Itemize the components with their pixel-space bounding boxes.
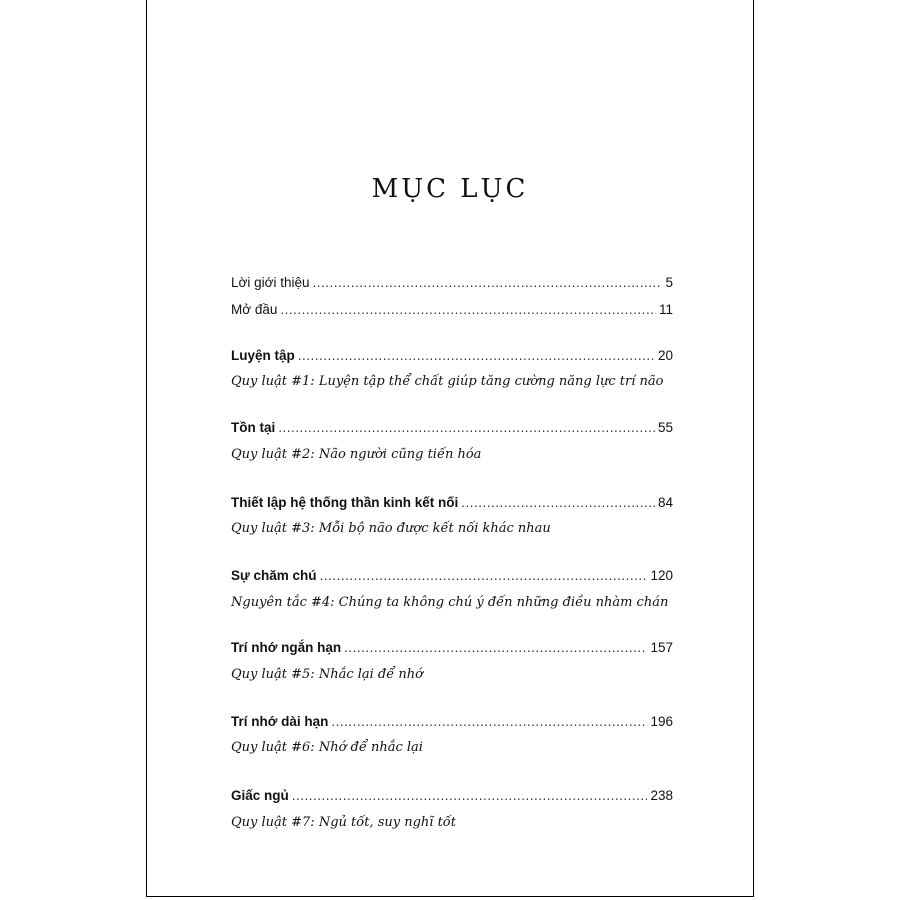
toc-page-number: 196: [650, 714, 673, 729]
book-page: [146, 0, 754, 897]
toc-chapter-label: Trí nhớ ngắn hạn: [231, 640, 342, 655]
toc-chapter: [231, 420, 673, 435]
toc-chapter-label: Sự chăm chú: [231, 568, 317, 583]
toc-chapter-subtitle: Quy luật #7: Ngủ tốt, suy nghĩ tốt: [231, 815, 456, 830]
dot-leader: [320, 568, 648, 583]
toc-chapter-subtitle: Quy luật #2: Não người cũng tiến hóa: [231, 447, 482, 462]
toc-chapter-subtitle: Quy luật #3: Mỗi bộ não được kết nối khác nhau: [231, 521, 551, 536]
dot-leader: [344, 640, 647, 655]
toc-page-number: 157: [650, 640, 673, 655]
toc-chapter: [231, 788, 673, 803]
toc-chapter: [231, 640, 673, 655]
toc-chapter-subtitle: Nguyên tắc #4: Chúng ta không chú ý đến những điều nhàm chán: [231, 595, 669, 610]
toc-chapter-subtitle: Quy luật #5: Nhắc lại để nhớ: [231, 667, 423, 682]
toc-entry-label: Mở đầu: [231, 302, 278, 317]
toc-page-number: 55: [657, 420, 673, 435]
toc-page-number: 120: [650, 568, 673, 583]
toc-chapter-label: Trí nhớ dài hạn: [231, 714, 329, 729]
dot-leader: [280, 302, 656, 317]
dot-leader: [461, 495, 655, 510]
toc-page-number: 20: [657, 348, 673, 363]
toc-chapter-label: Luyện tập: [231, 348, 295, 363]
toc-chapter-label: Thiết lập hệ thống thần kinh kết nối: [231, 495, 459, 510]
toc-entry-label: Lời giới thiệu: [231, 275, 310, 290]
toc-chapter-label: Giấc ngủ: [231, 788, 289, 803]
toc-chapter-subtitle: Quy luật #1: Luyện tập thể chất giúp tăng cường năng lực trí não: [231, 374, 664, 389]
toc-entry-intro: [231, 275, 673, 290]
dot-leader: [313, 275, 663, 290]
toc-entry-preface: [231, 302, 673, 317]
toc-chapter: [231, 495, 673, 510]
toc-page-number: 5: [665, 275, 673, 290]
page-title: MỤC LỤC: [371, 174, 529, 204]
toc-page-number: 11: [658, 302, 673, 317]
toc-chapter: [231, 714, 673, 729]
toc-page-number: 84: [657, 495, 673, 510]
dot-leader: [298, 348, 655, 363]
toc-chapter: [231, 348, 673, 363]
toc-chapter-label: Tồn tại: [231, 420, 276, 435]
toc-chapter-subtitle: Quy luật #6: Nhớ để nhắc lại: [231, 740, 423, 755]
dot-leader: [278, 420, 655, 435]
dot-leader: [292, 788, 648, 803]
dot-leader: [331, 714, 647, 729]
toc-chapter: [231, 568, 673, 583]
toc-page-number: 238: [650, 788, 673, 803]
